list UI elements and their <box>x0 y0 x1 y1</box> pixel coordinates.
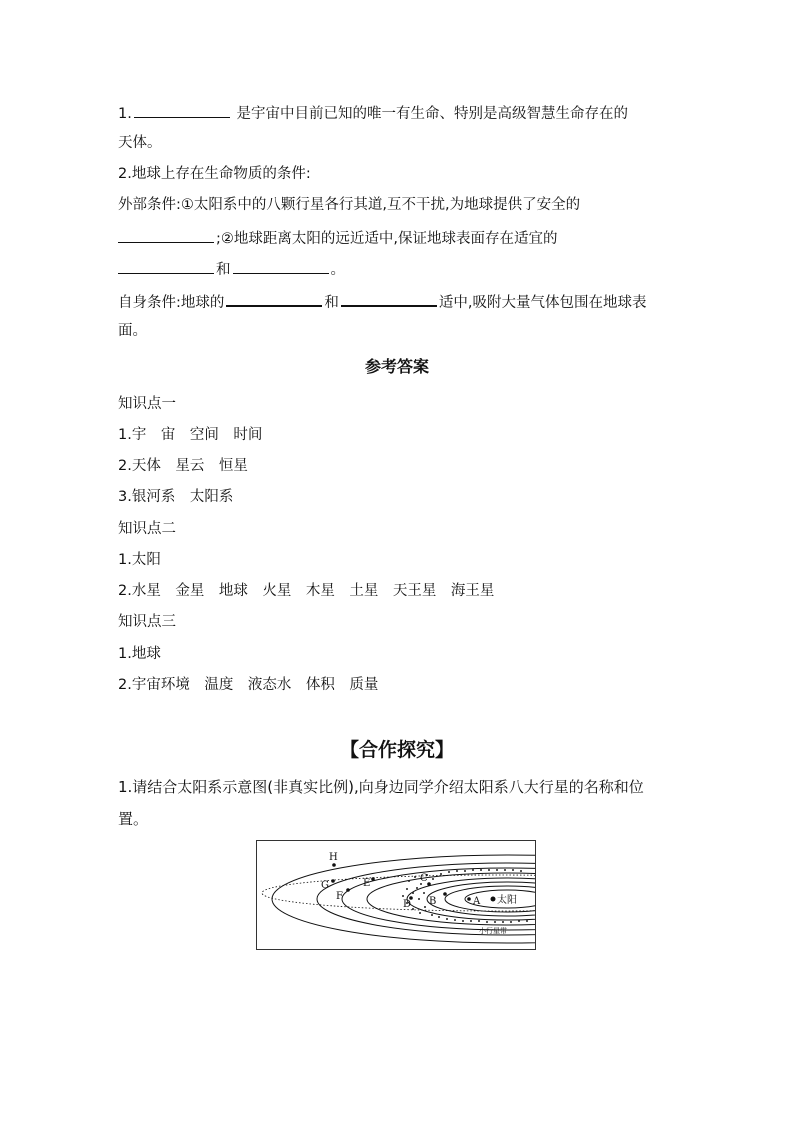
label-sun: 太阳 <box>497 895 517 906</box>
label-a: A <box>473 896 481 907</box>
label-c: C <box>420 873 428 884</box>
answer-line: 2.水星 金星 地球 火星 木星 土星 天王星 海王星 <box>118 583 495 599</box>
solar-system-svg <box>257 841 535 949</box>
label-g: G <box>321 880 329 891</box>
answer-line: 1.地球 <box>118 646 161 662</box>
label-h: H <box>329 852 338 863</box>
planet-a <box>467 897 471 901</box>
planet-c <box>427 882 431 886</box>
orbit-b <box>445 886 535 912</box>
q2-external-line2 <box>118 227 558 249</box>
q2-blank-safe[interactable] <box>118 227 214 243</box>
q2-blank-water[interactable] <box>233 258 329 274</box>
label-asteroid-belt: 小行星带 <box>479 927 507 935</box>
q1-number: 1. <box>118 106 132 122</box>
q2-title: 2.地球上存在生命物质的条件: <box>118 166 311 182</box>
q2-and: 和 <box>216 262 231 278</box>
q1-line1 <box>118 102 628 124</box>
answer-line: 2.天体 星云 恒星 <box>118 458 248 474</box>
q2-self-and: 和 <box>324 295 339 311</box>
answer-line: 1.宇 宙 空间 时间 <box>118 427 263 443</box>
q2-external-line3 <box>118 258 345 280</box>
planet-g <box>331 879 335 883</box>
label-f: F <box>336 891 343 902</box>
q1-line2: 天体。 <box>118 135 162 151</box>
sun <box>491 897 496 902</box>
cooperation-q1-line2: 置。 <box>118 810 149 828</box>
q1-text: 是宇宙中目前已知的唯一有生命、特别是高级智慧生命存在的 <box>231 106 628 122</box>
planet-f <box>346 888 350 892</box>
q2-blank-temp[interactable] <box>118 258 214 274</box>
label-d: D <box>403 899 412 910</box>
label-b: B <box>429 896 437 907</box>
answers-title: 参考答案 <box>364 357 429 376</box>
answer-line: 3.银河系 太阳系 <box>118 489 234 505</box>
label-e: E <box>363 878 371 889</box>
q2-external-line2-text: ;②地球距离太阳的远近适中,保证地球表面存在适宜的 <box>216 231 558 247</box>
q2-blank-volume[interactable] <box>226 290 322 307</box>
ecliptic-dotted-orbit <box>262 875 535 911</box>
answer-line: 知识点三 <box>118 614 176 630</box>
q2-self-line2: 面。 <box>118 323 147 339</box>
planet-b <box>443 892 447 896</box>
solar-system-diagram <box>256 840 536 950</box>
q2-self-prefix: 自身条件:地球的 <box>118 295 225 311</box>
answer-line: 1.太阳 <box>118 552 161 568</box>
cooperation-q1-line1: 1.请结合太阳系示意图(非真实比例),向身边同学介绍太阳系八大行星的名称和位 <box>118 778 644 796</box>
q2-external-line1: 外部条件:①太阳系中的八颗行星各行其道,互不干扰,为地球提供了安全的 <box>118 197 581 213</box>
planet-h <box>332 863 336 867</box>
q1-blank[interactable] <box>134 102 230 118</box>
q2-blank-mass[interactable] <box>341 290 437 307</box>
q2-self-suffix: 适中,吸附大量气体包围在地球表 <box>438 295 647 311</box>
answer-line: 2.宇宙环境 温度 液态水 体积 质量 <box>118 677 379 693</box>
answer-line: 知识点一 <box>118 396 176 412</box>
q2-period: 。 <box>330 262 345 278</box>
answer-line: 知识点二 <box>118 521 176 537</box>
planet-e <box>371 877 375 881</box>
q2-self-line1 <box>118 290 647 313</box>
cooperation-title: 【合作探究】 <box>339 739 454 761</box>
